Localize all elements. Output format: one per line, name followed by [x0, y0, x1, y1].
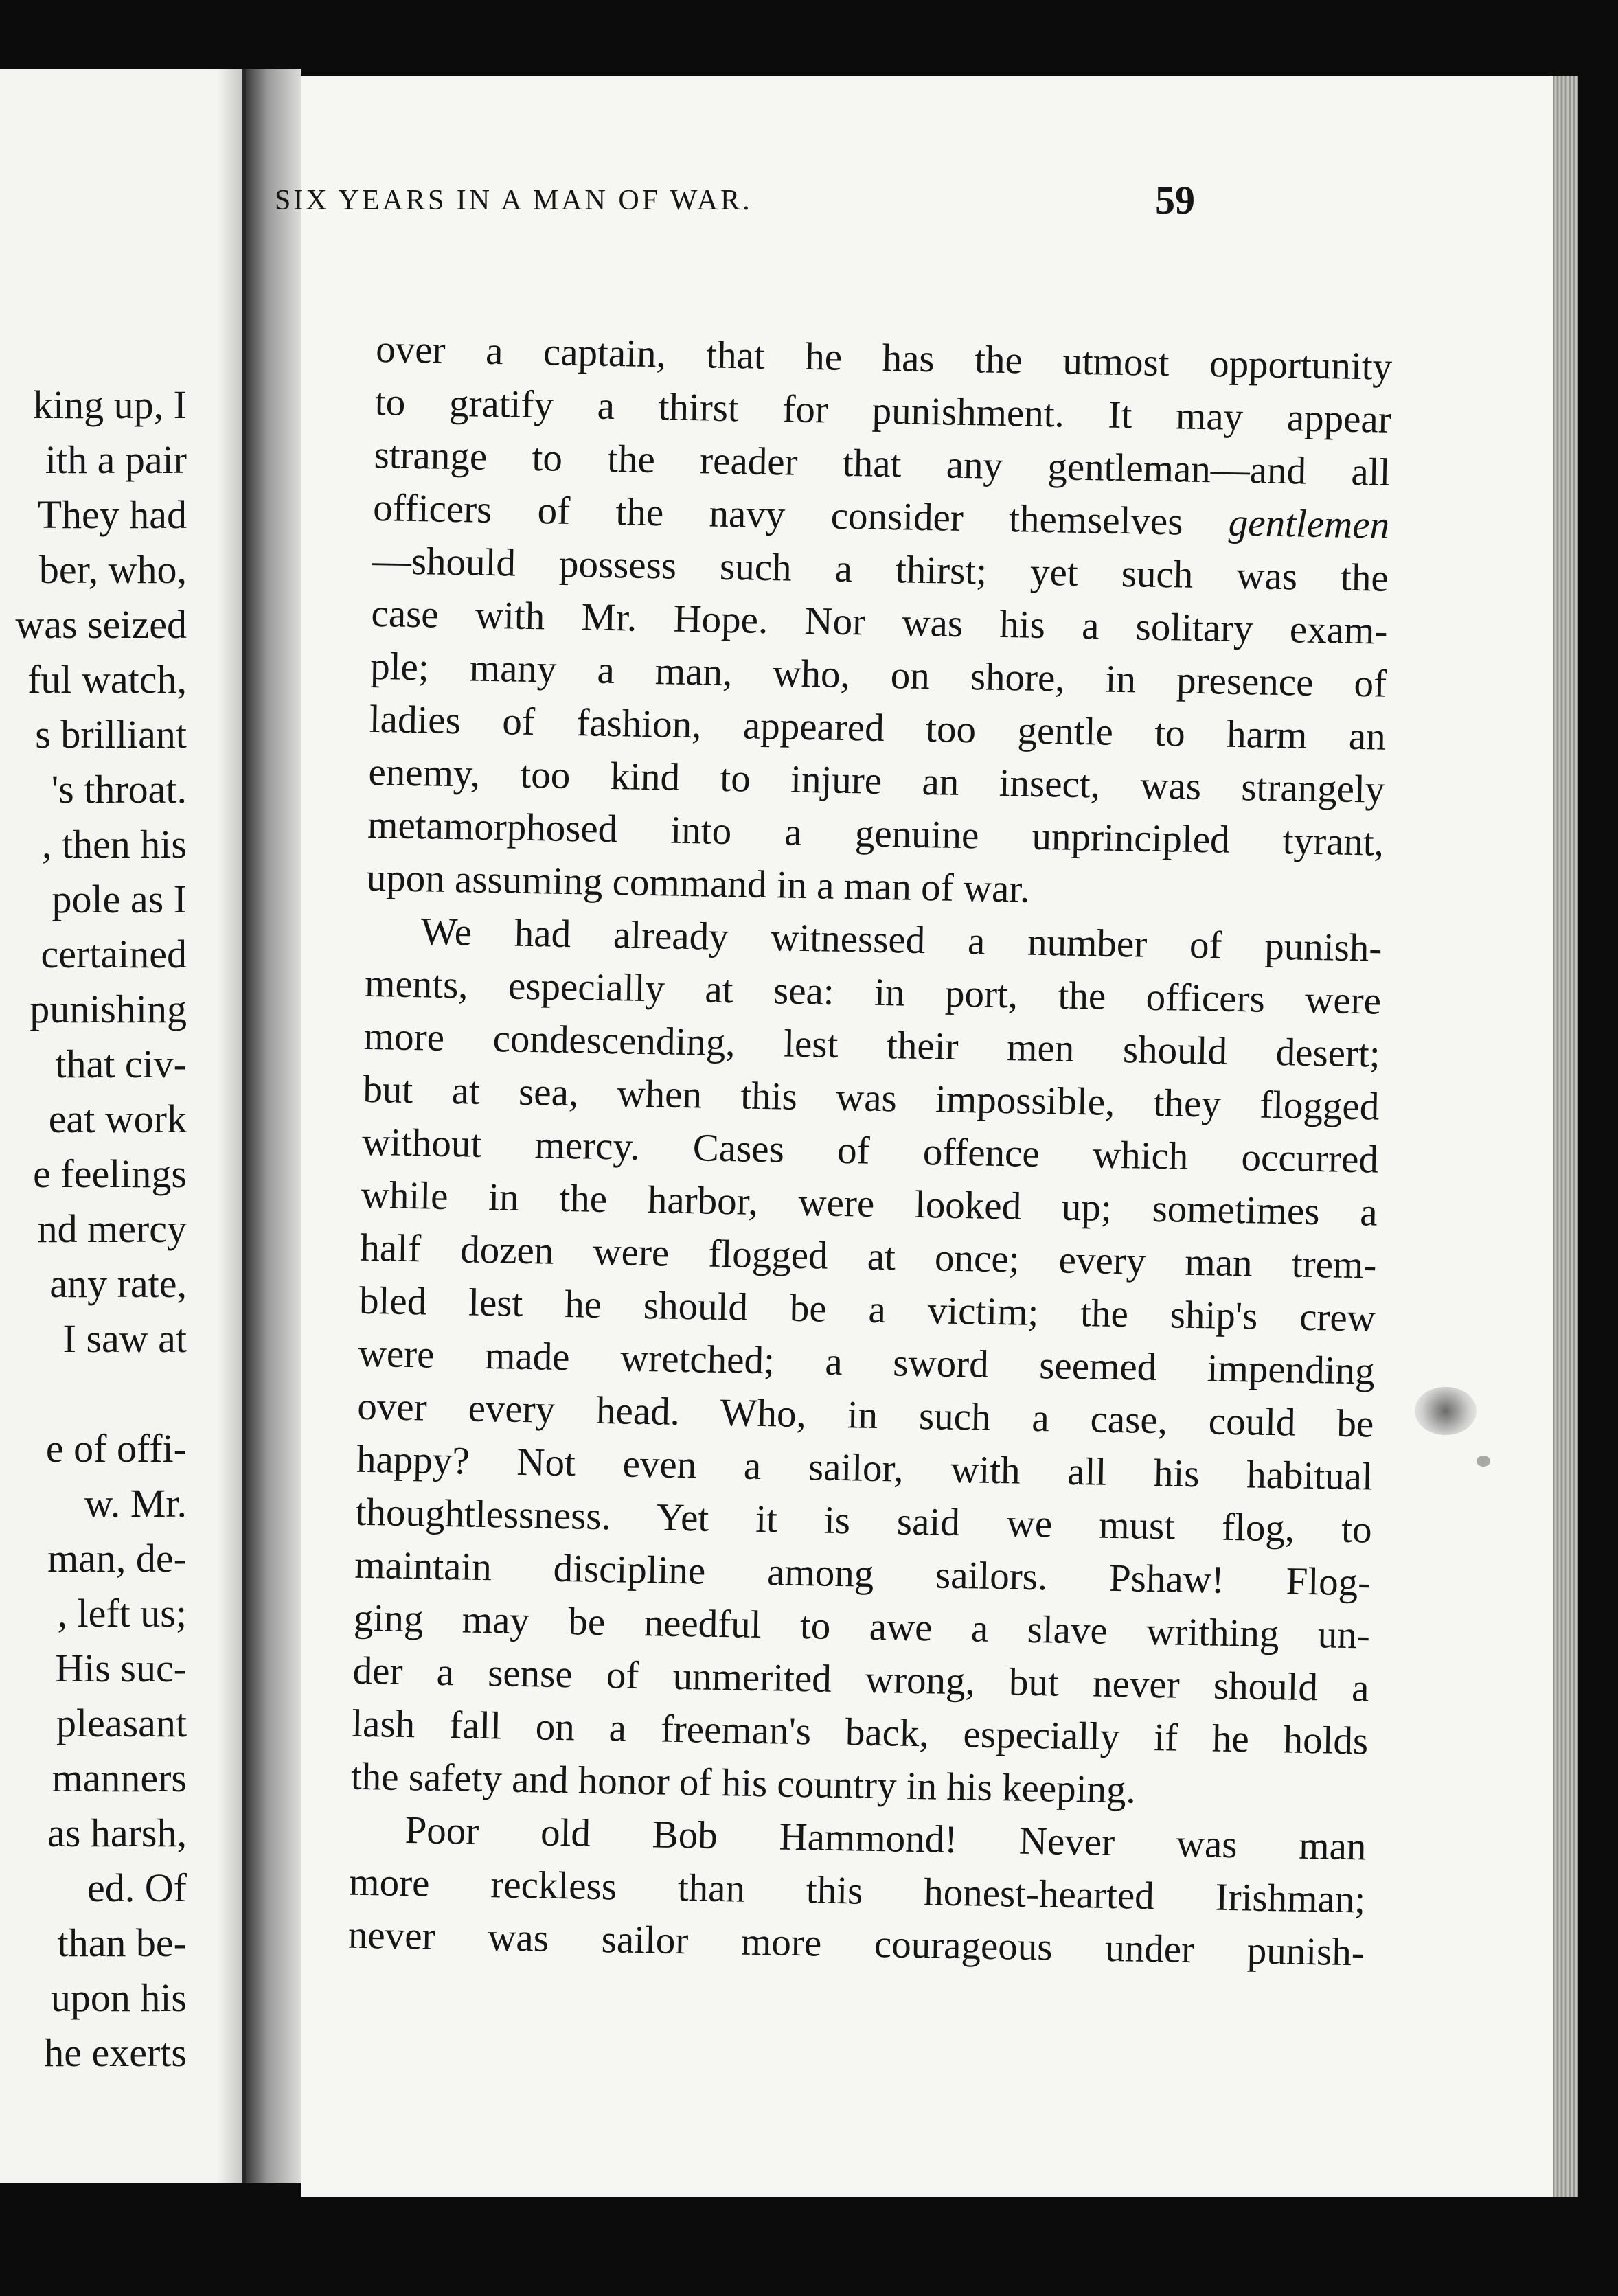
page-number: 59 — [1155, 178, 1195, 222]
text-line: happy? Not even a sailor, with all his habitual — [356, 1437, 1374, 1499]
left-text-line: e feelings — [33, 1151, 187, 1196]
page-fore-edge — [1553, 76, 1578, 2197]
text-line: metamorphosed into a genuine unprincipled tyrant, — [367, 803, 1385, 864]
text-line: more condescending, lest their men should desert; — [363, 1014, 1381, 1076]
text-line: over every head. Who, in such a case, could be — [356, 1384, 1374, 1446]
text-line: case with Mr. Hope. Nor was his a solitary exam- — [371, 591, 1388, 653]
left-text-line: than be- — [57, 1920, 187, 1965]
text-line: thoughtlessness. Yet it is said we must flog, to — [355, 1490, 1373, 1552]
text-line: officers of the navy consider themselves gentlemen — [372, 485, 1390, 547]
text-line: lash fall on a freeman's back, especially if he holds — [351, 1701, 1369, 1763]
left-text-line: he exerts — [44, 2030, 187, 2075]
left-text-line: that civ- — [55, 1042, 187, 1086]
left-text-line: ful watch, — [27, 657, 187, 702]
left-page-text — [15, 378, 187, 2075]
text-line: while in the harbor, were looked up; sometimes a — [361, 1173, 1378, 1235]
left-text-line: e of offi- — [45, 1426, 187, 1471]
page-body-text — [347, 323, 1392, 1979]
text-line: ments, especially at sea: in port, the officers were — [364, 961, 1382, 1023]
left-text-line: , left us; — [57, 1591, 187, 1635]
text-line: der a sense of unmerited wrong, but never should a — [352, 1649, 1370, 1710]
left-text-line: I saw at — [62, 1316, 187, 1361]
left-text-line: man, de- — [47, 1536, 187, 1581]
left-text-line: pole as I — [52, 877, 187, 921]
left-text-line: , then his — [41, 822, 187, 866]
text-line: to gratify a thirst for punishment. It may appear — [374, 380, 1392, 441]
text-line: upon assuming command in a man of war. — [366, 856, 1030, 911]
left-text-line: ed. Of — [87, 1866, 187, 1910]
text-line: were made wretched; a sword seemed impending — [358, 1331, 1376, 1393]
text-line: the safety and honor of his country in his keeping. — [350, 1754, 1137, 1812]
left-text-line: pleasant — [56, 1701, 187, 1745]
left-text-line: His suc- — [55, 1646, 187, 1690]
text-line: strange to the reader that any gentleman—and all — [374, 433, 1391, 494]
left-text-line: any rate, — [49, 1261, 187, 1306]
book-gutter — [246, 69, 301, 2183]
left-text-line: w. Mr. — [84, 1481, 187, 1526]
text-line: over a captain, that he has the utmost opportunity — [375, 327, 1393, 389]
text-line: ple; many a man, who, on shore, in presence of — [369, 644, 1387, 706]
text-line: We had already witnessed a number of punish- — [420, 910, 1382, 970]
left-page — [0, 69, 246, 2183]
left-text-line: was seized — [15, 602, 187, 647]
text-line: without mercy. Cases of offence which occurred — [361, 1120, 1379, 1182]
left-text-line: punishing — [30, 987, 187, 1031]
left-text-line: They had — [37, 492, 187, 537]
running-head — [275, 166, 1195, 235]
left-text-line: ber, who, — [38, 547, 187, 592]
text-line: more reckless than this honest-hearted Irishman; — [348, 1860, 1366, 1922]
left-text-line: king up, I — [33, 382, 187, 427]
left-text-line: 's throat. — [51, 767, 187, 812]
left-text-line: eat work — [48, 1097, 187, 1141]
left-text-line: nd mercy — [37, 1206, 187, 1251]
left-text-line: as harsh, — [47, 1811, 187, 1855]
text-line: never was sailor more courageous under punish- — [347, 1913, 1365, 1975]
text-line: maintain discipline among sailors. Pshaw! Flog- — [354, 1543, 1371, 1605]
page-edge-shadow — [217, 69, 242, 2183]
text-line: ladies of fashion, appeared too gentle to harm an — [369, 697, 1387, 759]
text-line: —should possess such a thirst; yet such was the — [372, 538, 1389, 600]
left-text-line: s brilliant — [35, 712, 187, 757]
text-line: Poor old Bob Hammond! Never was man — [404, 1809, 1367, 1869]
text-line: bled lest he should be a victim; the ship's crew — [358, 1278, 1376, 1340]
ink-stain — [1415, 1387, 1477, 1435]
text-line: but at sea, when this was impossible, they flogged — [362, 1067, 1380, 1129]
left-text-line: certained — [41, 932, 187, 976]
italic-word: gentlemen — [1228, 501, 1390, 547]
text-line: enemy, too kind to injure an insect, was strangely — [368, 750, 1385, 812]
text-line: ging may be needful to awe a slave writhing un- — [353, 1596, 1371, 1657]
ink-speck — [1477, 1456, 1490, 1467]
left-text-line: upon his — [50, 1975, 187, 2020]
running-title: SIX YEARS IN A MAN OF WAR. — [275, 185, 753, 216]
left-text-line: manners — [52, 1756, 187, 1800]
text-line: half dozen were flogged at once; every man trem- — [359, 1226, 1377, 1287]
left-text-line: ith a pair — [45, 437, 187, 482]
